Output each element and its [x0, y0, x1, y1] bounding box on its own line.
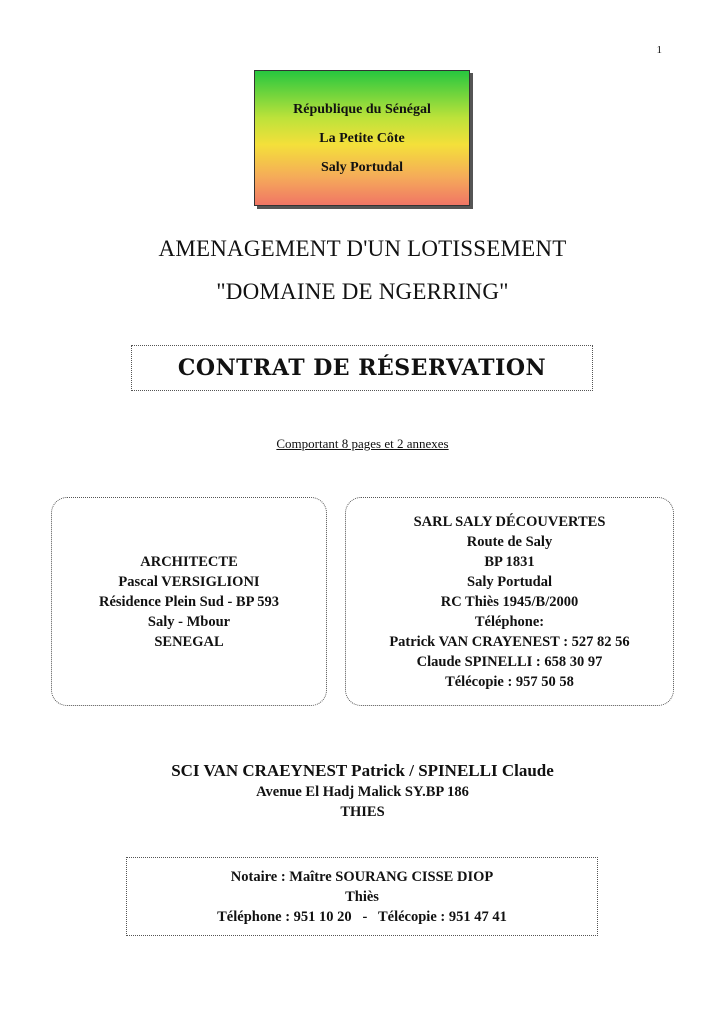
header-country: République du Sénégal: [293, 101, 431, 117]
notary-box: [126, 857, 598, 936]
sci-address: Avenue El Hadj Malick SY.BP 186: [256, 784, 469, 800]
page-number: 1: [656, 44, 662, 56]
notary-name: Notaire : Maître SOURANG CISSE DIOP: [230, 868, 494, 885]
notary-city: Thiès: [345, 888, 379, 905]
header-box: [254, 70, 470, 206]
company-phone-patrick: Patrick VAN CRAYENEST : 527 82 56: [389, 633, 630, 650]
contract-title: CONTRAT DE RÉSERVATION: [177, 355, 547, 381]
company-card: [345, 497, 674, 706]
architect-card: [51, 497, 327, 706]
pages-note: Comportant 8 pages et 2 annexes: [276, 436, 449, 451]
sci-city: THIES: [340, 804, 385, 820]
company-phone-claude: Claude SPINELLI : 658 30 97: [416, 653, 603, 670]
notary-contact: Téléphone : 951 10 20 - Télécopie : 951 47 41: [217, 908, 507, 925]
document-title-line1: AMENAGEMENT D'UN LOTISSEMENT: [158, 236, 567, 261]
company-phone-label: Téléphone:: [474, 613, 545, 630]
company-street: Route de Saly: [466, 533, 553, 550]
company-name: SARL SALY DÉCOUVERTES: [413, 513, 606, 530]
architect-address: Résidence Plein Sud - BP 593: [98, 593, 280, 610]
sci-name: SCI VAN CRAEYNEST Patrick / SPINELLI Claude: [171, 761, 554, 780]
architect-role: ARCHITECTE: [140, 553, 238, 570]
architect-name: Pascal VERSIGLIONI: [118, 573, 260, 590]
contract-title-box: [131, 345, 593, 391]
company-po-box: BP 1831: [484, 553, 535, 570]
document-title-line2: "DOMAINE DE NGERRING": [216, 279, 509, 304]
header-region: La Petite Côte: [319, 130, 405, 146]
company-city: Saly Portudal: [467, 573, 552, 590]
company-registration: RC Thiès 1945/B/2000: [440, 593, 579, 610]
header-town: Saly Portudal: [320, 159, 404, 175]
architect-country: SENEGAL: [154, 633, 224, 650]
architect-city: Saly - Mbour: [147, 613, 231, 630]
company-fax: Télécopie : 957 50 58: [445, 673, 574, 690]
sci-block: [0, 760, 725, 822]
